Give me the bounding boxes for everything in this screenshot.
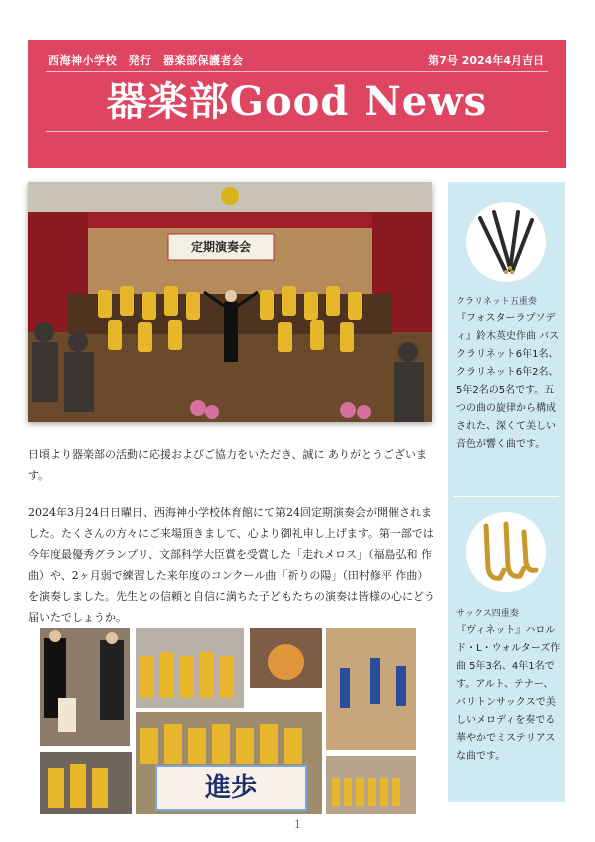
greeting-paragraph: 日頃より器楽部の活動に応援およびご協力をいただき、誠に ありがとうございます。 — [28, 448, 428, 482]
masthead-rule-top — [46, 71, 548, 72]
sax-heading: サックス四重奏 — [456, 609, 519, 619]
saxophone-icon — [466, 512, 546, 592]
concert-photo — [28, 182, 432, 422]
clarinet-description: 『フォスターラプソディ』鈴木英史作曲 バスクラリネット6年1名、クラリネット6年2名、5年2名の5名です。五つの曲の旋律から構成された、深くて美しい音色が響く曲です。 — [456, 313, 560, 450]
sidebar-divider — [454, 496, 559, 497]
photo-collage — [40, 628, 416, 814]
collage-banner-text: 進歩 — [204, 773, 257, 803]
masthead — [28, 40, 566, 168]
newsletter-title: 器楽部Good News — [106, 78, 488, 125]
page-number: 1 — [294, 818, 301, 831]
masthead-rule-bottom — [46, 131, 548, 132]
issue-line: 第7号 2024年4月吉日 — [428, 54, 544, 67]
clarinet-icon — [466, 202, 546, 282]
clarinet-heading: クラリネット五重奏 — [456, 297, 537, 307]
publisher-line: 西海神小学校 発行 器楽部保護者会 — [48, 54, 244, 67]
stage-banner-text: 定期演奏会 — [190, 240, 251, 254]
ensemble-sidebar — [448, 182, 565, 802]
concert-report-paragraph: 2024年3月24日日曜日、西海神小学校体育館にて第24回定期演奏会が開催されました。たくさんの方々にご来場頂きまして、心より御礼申し上げます。第一部では今年度最優秀グランプリ、文部科学大臣賞を受賞した「走れメロス」（福島弘和 作曲）や、2ヶ月弱で練習した来年度のコンクール曲「祈りの陽」（田村修平 作曲）を演奏しました。先生との信頼と自信に満ちた子どもたちの演奏は皆様の心にどう届いたでしょうか。 — [28, 506, 435, 624]
sax-description: 『ヴィネット』ハロルド・L・ウォルターズ作曲 5年3名、4年1名です。アルト、テナー、バリトンサックスで美しいメロディを奏でる華やかでミステリアスな曲です。 — [456, 625, 561, 762]
concert-photo-illustration — [28, 182, 432, 422]
